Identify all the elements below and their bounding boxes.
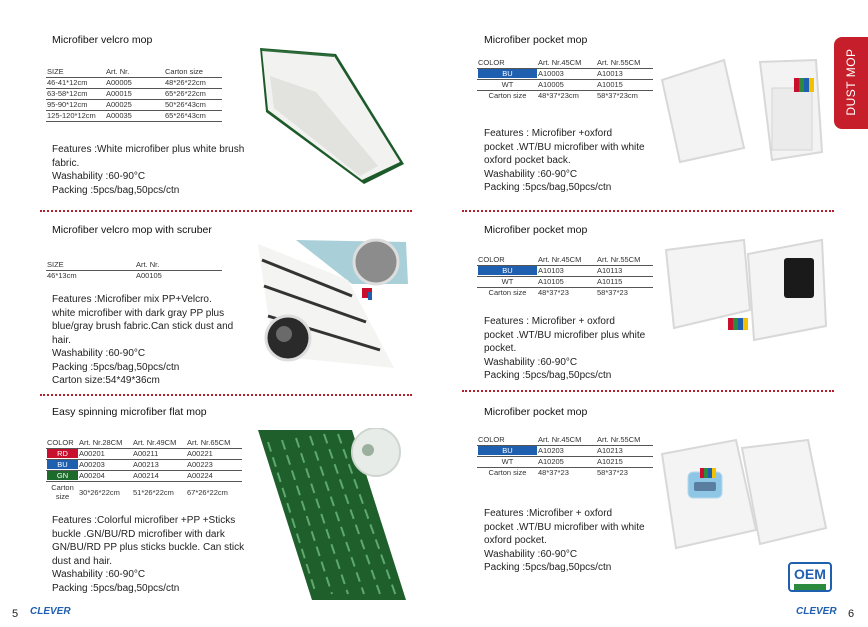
table-header: COLOR [477, 254, 537, 265]
spinning-flat-features [52, 514, 244, 595]
feature-line: pocket .WT/BU microfiber with white [484, 521, 645, 533]
feature-line: Packing :5pcs/bag,50pcs/ctn [52, 361, 180, 373]
feature-line: Packing :5pcs/bag,50pcs/ctn [52, 582, 180, 594]
color-label-wt: WT [477, 456, 537, 467]
table-cell: A10013 [596, 68, 653, 79]
table-cell: 30*26*22cm [79, 487, 120, 497]
pocket-mop-table [477, 254, 653, 298]
pocket-mop-features [484, 315, 645, 383]
pocket-mop-title: Microfiber pocket mop [484, 34, 588, 46]
carton-size-label: Carton size [488, 91, 527, 101]
section-divider [40, 394, 412, 396]
pocket-mop-features [484, 127, 645, 195]
feature-line: pocket. [484, 343, 517, 354]
table-cell: A10103 [537, 265, 596, 276]
feature-line: Features :Microfiber + oxford [484, 508, 613, 519]
table-header: SIZE [46, 66, 105, 77]
color-label-wt: WT [477, 276, 537, 287]
table-header: Art. Nr. [135, 259, 222, 270]
table-cell: 48*37*23cm [538, 91, 579, 101]
section-divider [462, 390, 834, 392]
table-header: Art. Nr. [105, 66, 164, 77]
table-cell: 48*37*23 [538, 468, 569, 478]
feature-line: blue/gray brush fabric.Can stick dust and [52, 321, 234, 332]
side-tab-label: DUST MOP [844, 48, 858, 116]
feature-line: Washability :60-90°C [52, 348, 146, 359]
table-header: COLOR [46, 437, 78, 448]
table-cell: 58*37*23 [597, 288, 628, 298]
table-cell: 46-41*12cm [46, 77, 105, 88]
table-cell: A00105 [136, 271, 162, 281]
table-header: COLOR [477, 57, 537, 68]
color-tag-bu: BU [477, 68, 537, 79]
feature-line: Washability :60-90°C [52, 171, 146, 182]
table-cell: A00005 [105, 77, 164, 88]
table-cell: 95-90*12cm [46, 99, 105, 110]
velcro-mop-features [52, 143, 244, 197]
feature-line: Washability :60-90°C [484, 356, 578, 368]
carton-size-label: Carton size [488, 288, 527, 298]
table-cell: 48*37*23 [538, 288, 569, 298]
velcro-scruber-table [46, 259, 222, 281]
section-divider [462, 210, 834, 212]
carton-size-label: Carton size [488, 468, 527, 478]
table-cell: A10115 [596, 276, 653, 287]
table-cell: A00224 [186, 470, 242, 481]
table-cell: 50*26*43cm [164, 99, 222, 110]
pocket-mop-photo [660, 432, 830, 550]
feature-line: dust and hair. [52, 555, 113, 567]
color-tag-bu: BU [477, 445, 537, 456]
page-number-right: 6 [848, 608, 855, 620]
table-header: Art. Nr.28CM [78, 437, 132, 448]
table-cell: A00035 [105, 110, 164, 121]
table-header: Art. Nr.45CM [537, 254, 596, 265]
oem-badge-bar [794, 584, 826, 590]
feature-line: oxford pocket. [484, 535, 547, 546]
table-cell: A00213 [132, 459, 186, 470]
table-cell: 65*26*43cm [164, 110, 222, 121]
spinning-flat-table [46, 437, 242, 503]
feature-line: white microfiber with dark gray PP plus [52, 307, 225, 319]
feature-line: Packing :5pcs/bag,50pcs/ctn [52, 184, 180, 196]
feature-line: Carton size:54*49*36cm [52, 375, 160, 386]
table-cell: A10213 [596, 445, 653, 456]
table-cell: A00015 [105, 88, 164, 99]
feature-line: Packing :5pcs/bag,50pcs/ctn [484, 562, 612, 573]
table-cell: A00211 [132, 448, 186, 459]
table-header: Art. Nr.55CM [596, 434, 653, 445]
table-cell: A00201 [78, 448, 132, 459]
table-cell: 51*26*22cm [133, 487, 174, 497]
pocket-mop-photo [660, 56, 830, 164]
table-cell: 65*26*22cm [164, 88, 222, 99]
pocket-mop-title: Microfiber pocket mop [484, 224, 588, 236]
brand-logo-left: CLEVER [30, 606, 71, 617]
table-cell: A00025 [105, 99, 164, 110]
feature-line: Packing :5pcs/bag,50pcs/ctn [484, 370, 612, 381]
color-tag-gn: GN [46, 470, 78, 481]
dust-mop-side-tab [834, 37, 868, 129]
feature-line: GN/BU/RD PP plus sticks buckle. Can stick [52, 542, 245, 553]
page-number-left: 5 [12, 608, 19, 620]
spinning-flat-photo [256, 428, 408, 604]
feature-line: Washability :60-90°C [484, 168, 578, 180]
table-cell: A10003 [537, 68, 596, 79]
table-cell: A10113 [596, 265, 653, 276]
table-cell: 67*26*22cm [187, 487, 228, 497]
color-label-wt: WT [477, 79, 537, 90]
spinning-flat-title: Easy spinning microfiber flat mop [52, 406, 207, 418]
feature-line: Washability :60-90°C [52, 569, 146, 580]
table-cell: A00214 [132, 470, 186, 481]
pocket-mop-title: Microfiber pocket mop [484, 406, 588, 418]
table-cell: A00223 [186, 459, 242, 470]
oem-badge [788, 562, 832, 592]
feature-line: Features : Microfiber +oxford [484, 128, 613, 139]
pocket-mop-table [477, 434, 653, 478]
pocket-mop-photo [662, 232, 830, 344]
table-header: Art. Nr.55CM [596, 57, 653, 68]
color-tag-bu: BU [477, 265, 537, 276]
table-cell: 58*37*23 [597, 468, 628, 478]
feature-line: pocket .WT/BU microfiber plus white [484, 329, 646, 341]
pocket-mop-table [477, 57, 653, 101]
table-cell: A10203 [537, 445, 596, 456]
table-header: SIZE [46, 259, 135, 270]
velcro-mop-table [46, 66, 222, 122]
table-header: Art. Nr.45CM [537, 57, 596, 68]
table-cell: A10215 [596, 456, 653, 467]
table-header: Art. Nr.49CM [132, 437, 186, 448]
feature-line: Washability :60-90°C [484, 548, 578, 560]
table-cell: 48*26*22cm [164, 77, 222, 88]
section-divider [40, 210, 412, 212]
table-header: Carton size [164, 66, 222, 77]
velcro-scruber-features [52, 293, 233, 388]
table-header: Art. Nr.65CM [186, 437, 242, 448]
carton-size-label: Carton size [51, 483, 74, 502]
oem-badge-text: OEM [794, 566, 826, 582]
table-cell: 125-120*12cm [46, 110, 105, 121]
table-header: Art. Nr.55CM [596, 254, 653, 265]
color-tag-rd: RD [46, 448, 78, 459]
velcro-mop-photo [256, 46, 404, 186]
velcro-scruber-photo [256, 236, 416, 376]
table-header: Art. Nr.45CM [537, 434, 596, 445]
feature-line: buckle .GN/BU/RD microfiber with dark [52, 528, 225, 540]
table-cell: A00221 [186, 448, 242, 459]
feature-line: oxford pocket back. [484, 155, 571, 166]
brand-logo-right: CLEVER [796, 606, 837, 617]
velcro-mop-title: Microfiber velcro mop [52, 34, 153, 46]
table-header: COLOR [477, 434, 537, 445]
table-cell: 63-58*12cm [46, 88, 105, 99]
feature-line: Features :White microfiber plus white brush [52, 144, 245, 155]
table-cell: A10105 [537, 276, 596, 287]
table-cell: 46*13cm [47, 271, 77, 281]
feature-line: Features :Colorful microfiber +PP +Sticks [52, 515, 236, 526]
table-cell: A00204 [78, 470, 132, 481]
table-cell: A00203 [78, 459, 132, 470]
table-cell: 58*37*23cm [597, 91, 638, 101]
table-cell: A10005 [537, 79, 596, 90]
feature-line: pocket .WT/BU microfiber with white [484, 141, 645, 153]
color-tag-bu: BU [46, 459, 78, 470]
feature-line: Packing :5pcs/bag,50pcs/ctn [484, 182, 612, 193]
feature-line: hair. [52, 334, 71, 346]
pocket-mop-features [484, 507, 645, 575]
feature-line: Features :Microfiber mix PP+Velcro. [52, 294, 212, 305]
table-cell: A10205 [537, 456, 596, 467]
feature-line: Features : Microfiber + oxford [484, 316, 615, 327]
table-cell: A10015 [596, 79, 653, 90]
velcro-scruber-title: Microfiber velcro mop with scruber [52, 224, 212, 236]
feature-line: fabric. [52, 157, 80, 169]
